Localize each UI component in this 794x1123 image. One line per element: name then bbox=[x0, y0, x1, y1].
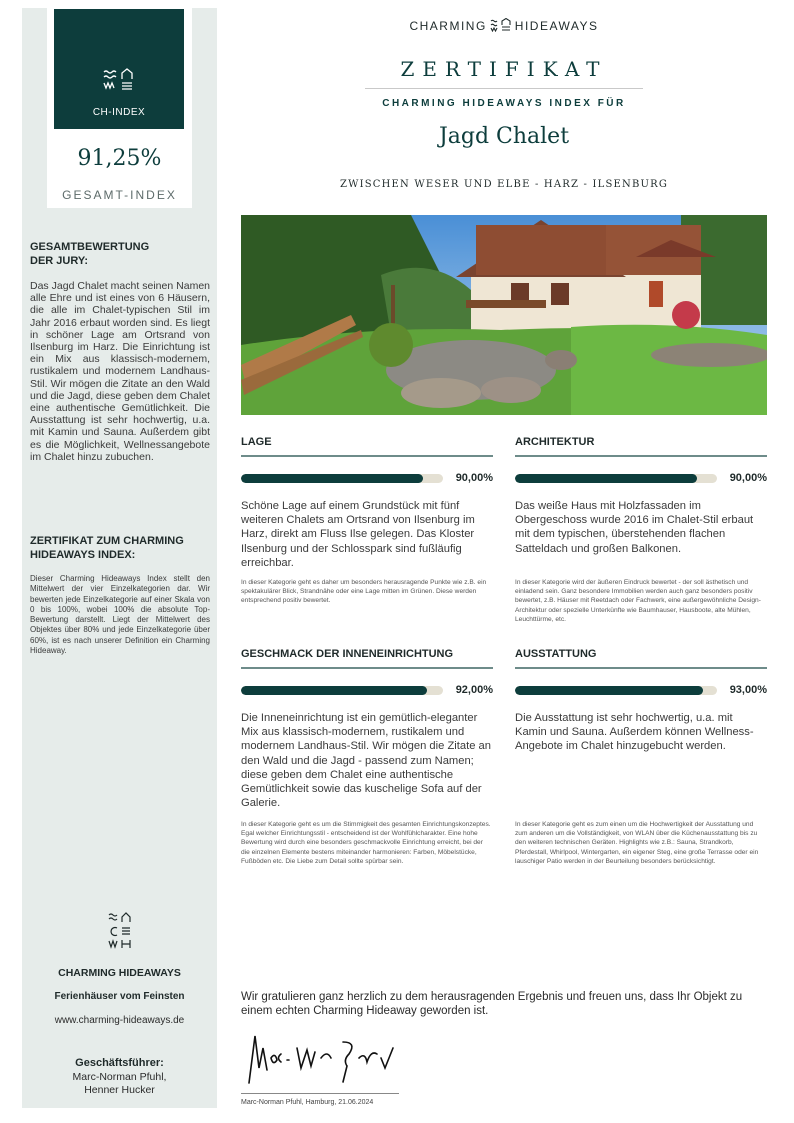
score-bar bbox=[515, 471, 767, 485]
sidebar-slogan: Ferienhäuser vom Feinsten bbox=[54, 991, 185, 1002]
category-description: Schöne Lage auf einem Grundstück mit fünf weiteren Chalets am Ortsrand von Ilsenburg im Harz, direkt am Fluss Ilse gelegen. Das Kloster Ilsenburg und der Schlosspark sind fußläufig erreichbar. bbox=[241, 500, 475, 569]
score-value: 90,00% bbox=[455, 472, 493, 484]
cert-text: Dieser Charming Hideaways Index stellt den Mittelwert der vier Einzelkategorien dar. Wir bewerten jede Einzelkategorie auf einer Skala von 0 bis 100%, wobei 100% die absolute Top-Bewertung darstellt. Liegt der Mittelwert des Objektes über 80% und jede Einzelkategorie über 60%, ist es nach unserer Definition ein Charming Hideaway. bbox=[30, 574, 210, 656]
score-bar-fill bbox=[515, 686, 703, 695]
ceo-heading: Geschäftsführer: bbox=[75, 1057, 164, 1069]
jury-heading: GESAMTBEWERTUNG DER JURY: bbox=[30, 241, 150, 267]
score-value: 92,00% bbox=[455, 684, 493, 696]
chalet-photo bbox=[241, 215, 767, 415]
score-bar bbox=[241, 683, 493, 697]
category-lage bbox=[241, 436, 493, 570]
category-ausstattung bbox=[515, 648, 767, 754]
title-divider bbox=[365, 88, 643, 89]
score-bar-fill bbox=[515, 474, 697, 483]
ceo-names bbox=[22, 1071, 217, 1097]
total-score-label: GESAMT-INDEX bbox=[62, 188, 177, 202]
category-fine-print: In dieser Kategorie wird der äußeren Eindruck bewertet - der soll ästhetisch und einladend sein. Ganz besondere Immobilien werden auch ganz besonders positiv bewertet, z.B. Häuser mit Reetdach oder Fachwerk, eine außergewöhnliche Design-Architektur oder spezielle Unterkünfte wie Baumhauser, Hausboote, alte Mühlen, Leuchttürme, etc. bbox=[515, 579, 761, 623]
website-link[interactable]: www.charming-hideaways.de bbox=[54, 1015, 185, 1026]
category-inneneinrichtung bbox=[241, 648, 493, 810]
signature-line bbox=[241, 1093, 399, 1094]
brand-left: CHARMING bbox=[409, 19, 487, 33]
score-bar-track bbox=[241, 474, 443, 483]
category-description: Das weiße Haus mit Holzfassaden im Obergeschoss wurde 2016 im Chalet-Stil erbaut mit dem typischen, überstehenden flachen Satteldach und großen Balkonen. bbox=[515, 500, 754, 555]
category-title: LAGE bbox=[241, 436, 493, 457]
category-title: ARCHITEKTUR bbox=[515, 436, 767, 457]
sidebar bbox=[22, 8, 217, 1108]
total-score: 91,25% bbox=[77, 146, 162, 171]
certificate-title: ZERTIFIKAT bbox=[400, 57, 608, 81]
ch-logo-icon bbox=[22, 911, 217, 958]
category-fine-print: In dieser Kategorie geht es um die Stimmigkeit des gesamten Einrichtungskonzeptes. Egal welcher Einrichtungsstil - entscheidend ist der Wohlfühlcharakter. Eine hohe Bewertung wird durch eine besonders geschmackvolle Einrichtung erreicht, bei der die einzelnen Elemente bestens miteinander harmonieren: Farben, Möbelstücke, Fußböden etc. Die Liebe zum Detail sollte spürbar sein. bbox=[241, 821, 491, 865]
score-bar-track bbox=[515, 686, 717, 695]
brand-header bbox=[240, 18, 768, 33]
category-architektur bbox=[515, 436, 767, 556]
category-fine-print: In dieser Kategorie geht es daher um besonders herausragende Punkte wie z.B. ein spektakulärer Blick, Strandnähe oder eine Lage mitten im Grünen. Diese werden entsprechend positiv bewertet. bbox=[241, 579, 487, 605]
category-title: GESCHMACK DER INNENEINRICHTUNG bbox=[241, 648, 493, 669]
index-badge-card bbox=[47, 8, 192, 208]
property-name: Jagd Chalet bbox=[438, 124, 570, 149]
index-badge bbox=[54, 9, 184, 129]
score-value: 90,00% bbox=[729, 472, 767, 484]
brand-right: HIDEAWAYS bbox=[514, 19, 599, 33]
property-location: ZWISCHEN WESER UND ELBE - HARZ - ILSENBURG bbox=[339, 179, 669, 190]
congratulation-text: Wir gratulieren ganz herzlich zu dem herausragenden Ergebnis und freuen uns, dass Ihr Objekt zu einem echten Charming Hideaway geworden ist. bbox=[241, 991, 743, 1017]
badge-label: CH-INDEX bbox=[92, 107, 146, 118]
score-bar bbox=[241, 471, 493, 485]
sidebar-brand: CHARMING HIDEAWAYS bbox=[58, 967, 181, 979]
cert-heading: ZERTIFIKAT ZUM CHARMING HIDEAWAYS INDEX: bbox=[30, 535, 184, 561]
score-bar-track bbox=[241, 686, 443, 695]
score-value: 93,00% bbox=[729, 684, 767, 696]
score-bar-fill bbox=[241, 474, 423, 483]
category-title: AUSSTATTUNG bbox=[515, 648, 767, 669]
signature bbox=[241, 1028, 401, 1090]
jury-text: Das Jagd Chalet macht seinen Namen alle Ehre und ist eines von 6 Häusern, die alle im Chalet-typischen Stil im Jahr 2016 erbaut worden sind. Es liegt in schöner Lage am Ortsrand von Ilsenburg im Harz. Die Einrichtung ist ein Mix aus klassisch-modernem, rustikalem und modernem Landhaus-Stil. Wir mögen die Zitate an den Wald und die Jagd, diese geben dem Chalet eine authentische Gemütlichkeit. Die Ausstattung ist sehr hochwertig, u.a. mit Kamin und Sauna. Außerdem gibt es die Möglichkeit, Wellnessangebote im Chalet hinzu zubuchen. bbox=[30, 280, 210, 463]
signature-caption: Marc-Norman Pfuhl, Hamburg, 21.06.2024 bbox=[241, 1099, 374, 1106]
ch-logo-icon bbox=[490, 18, 512, 32]
category-description: Die Ausstattung ist sehr hochwertig, u.a. mit Kamin und Sauna. Außerdem können Wellness-Angebote im Chalet hinzugebucht werden. bbox=[515, 712, 754, 753]
ceo-name: Marc-Norman Pfuhl, bbox=[72, 1071, 167, 1083]
certificate-subtitle: CHARMING HIDEAWAYS INDEX FÜR bbox=[382, 98, 626, 109]
ch-logo-icon bbox=[54, 67, 184, 100]
category-fine-print: In dieser Kategorie geht es zum einen um die Hochwertigkeit der Ausstattung und zum anderen um die Vollständigkeit, von WLAN über die Küchenausstattung bis zu den weiteren technischen Geräten. Highlights wie z.B.: Sauna, Strandkorb, Pferdestall, Whirlpool, Wintergarten, ein eigener Steg, eine große Terrasse oder ein lauschiger Patio werden in der Beurteilung besonders berücksichtigt. bbox=[515, 821, 759, 865]
score-bar-track bbox=[515, 474, 717, 483]
score-bar-fill bbox=[241, 686, 427, 695]
score-bar bbox=[515, 683, 767, 697]
ceo-name: Henner Hucker bbox=[84, 1084, 155, 1096]
category-description: Die Inneneinrichtung ist ein gemütlich-eleganter Mix aus klassisch-modernem, rustikalem und modernem Landhaus-Stil. Wir mögen die Zitate an den Wald und die Jagd - passend zum Namen; diese geben dem Chalet eine authentische Gemütlichkeit sowie das kuschelige Sofa auf der Galerie. bbox=[241, 712, 491, 810]
